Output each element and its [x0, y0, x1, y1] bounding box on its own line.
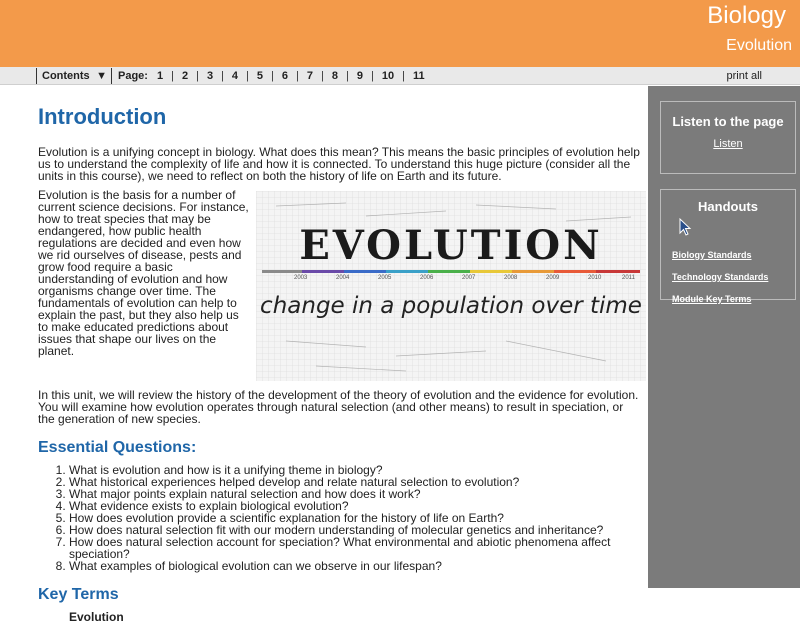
page-link-3[interactable]: 3 — [206, 70, 214, 82]
page-link-10[interactable]: 10 — [381, 70, 395, 82]
handout-link-technology-standards[interactable]: Technology Standards — [672, 272, 769, 282]
page-link-2[interactable]: 2 — [181, 70, 189, 82]
intro-paragraph-3: In this unit, we will review the history of the development of the theory of evolution and the evidence for evolution. You will examine how evolution operates through natural selection (and other means) to result in speciation, or the generation of new species. — [38, 388, 639, 426]
separator: | — [321, 70, 324, 82]
print-all-link[interactable]: print all — [726, 70, 762, 82]
listen-box — [660, 101, 796, 174]
list-item: 7. How does natural selection account for speciation? What environmental and abiotic phenomena affect speciation? — [69, 536, 643, 560]
banner-tagline: change in a population over time — [260, 293, 642, 319]
sidebar — [648, 86, 800, 588]
separator: | — [246, 70, 249, 82]
page-link-8[interactable]: 8 — [331, 70, 338, 82]
year-label: 2010 — [588, 275, 602, 281]
separator: | — [402, 70, 405, 82]
page-link-1[interactable]: 1 — [156, 70, 164, 82]
list-item: 4. What evidence exists to explain biological evolution? — [69, 500, 643, 512]
year-label: 2004 — [336, 275, 350, 281]
year-label: 2006 — [420, 275, 434, 281]
course-title: Biology — [707, 2, 786, 29]
page-navigation — [118, 67, 426, 85]
evolution-banner-image — [256, 191, 646, 381]
year-label: 2011 — [622, 275, 635, 281]
main-content — [38, 86, 643, 624]
page-link-4[interactable]: 4 — [231, 70, 239, 82]
separator: | — [370, 70, 374, 82]
page-link-6[interactable]: 6 — [281, 70, 289, 82]
essential-questions-heading: Essential Questions: — [38, 439, 197, 456]
handouts-list — [672, 250, 768, 316]
year-label: 2008 — [504, 275, 518, 281]
list-item: 2. What historical experiences helped develop and relate natural selection to evolution? — [69, 476, 643, 488]
list-item: 8. What examples of biological evolution can we observe in our lifespan? — [69, 560, 643, 572]
chevron-down-icon: ▼ — [96, 70, 107, 82]
page-label: Page: — [118, 70, 148, 82]
module-title: Evolution — [726, 37, 792, 54]
separator: | — [171, 70, 174, 82]
pointer-cursor-icon — [677, 217, 693, 237]
contents-dropdown[interactable] — [36, 68, 112, 84]
year-label: 2005 — [378, 275, 392, 281]
list-item: 1. What is evolution and how is it a unifying theme in biology? — [69, 464, 643, 476]
handouts-box — [660, 189, 796, 304]
list-item: 5. How does evolution provide a scientific explanation for the history of life on Earth? — [69, 512, 643, 524]
year-label: 2007 — [462, 275, 476, 281]
separator: | — [296, 70, 299, 82]
separator: | — [196, 70, 199, 82]
contents-label: Contents — [42, 70, 90, 82]
intro-paragraph-2: Evolution is the basis for a number of current science decisions. For instance, how to treat species that may be endangered, how public health regulations are decided and even how we rid ourselves of disease, pests and grow food require a basic understanding of evolution and how organisms change over time. The fundamentals of evolution can help to explain the past, but they also help us to make educated predictions about issues that shape our lives on the planet. — [38, 188, 249, 358]
year-label: 2003 — [294, 275, 308, 281]
separator: | — [221, 70, 224, 82]
page-link-9[interactable]: 9 — [356, 70, 363, 82]
separator: | — [271, 70, 274, 82]
handout-link-biology-standards[interactable]: Biology Standards — [672, 250, 752, 260]
handout-link-module-key-terms[interactable]: Module Key Terms — [672, 294, 752, 304]
listen-title: Listen to the page — [672, 114, 784, 129]
key-terms-heading: Key Terms — [38, 586, 119, 603]
toolbar — [0, 67, 800, 85]
handouts-title: Handouts — [698, 199, 758, 214]
page-title: Introduction — [38, 104, 167, 129]
separator: | — [345, 70, 349, 82]
listen-link[interactable]: Listen — [713, 138, 743, 150]
list-item: 6. How does natural selection fit with our modern understanding of molecular genetics and inheritance? — [69, 524, 643, 536]
banner-title: EVOLUTION — [299, 222, 603, 269]
essential-questions-list — [38, 464, 643, 572]
page-header — [0, 0, 800, 67]
page-link-7[interactable]: 7 — [306, 70, 313, 82]
page-link-11[interactable]: 11 — [412, 70, 425, 82]
key-term-item: Evolution — [69, 610, 124, 624]
list-item: 3. What major points explain natural selection and how does it work? — [69, 488, 643, 500]
year-label: 2009 — [546, 275, 560, 281]
intro-paragraph-1: Evolution is a unifying concept in biology. What does this mean? This means the basic principles of evolution help us to understand the complexity of life and how it is connected. To understand this huge picture (consider all the units in this course), we need to reflect on both the history of life on Earth and its future. — [38, 145, 640, 183]
page-link-5[interactable]: 5 — [256, 70, 264, 82]
